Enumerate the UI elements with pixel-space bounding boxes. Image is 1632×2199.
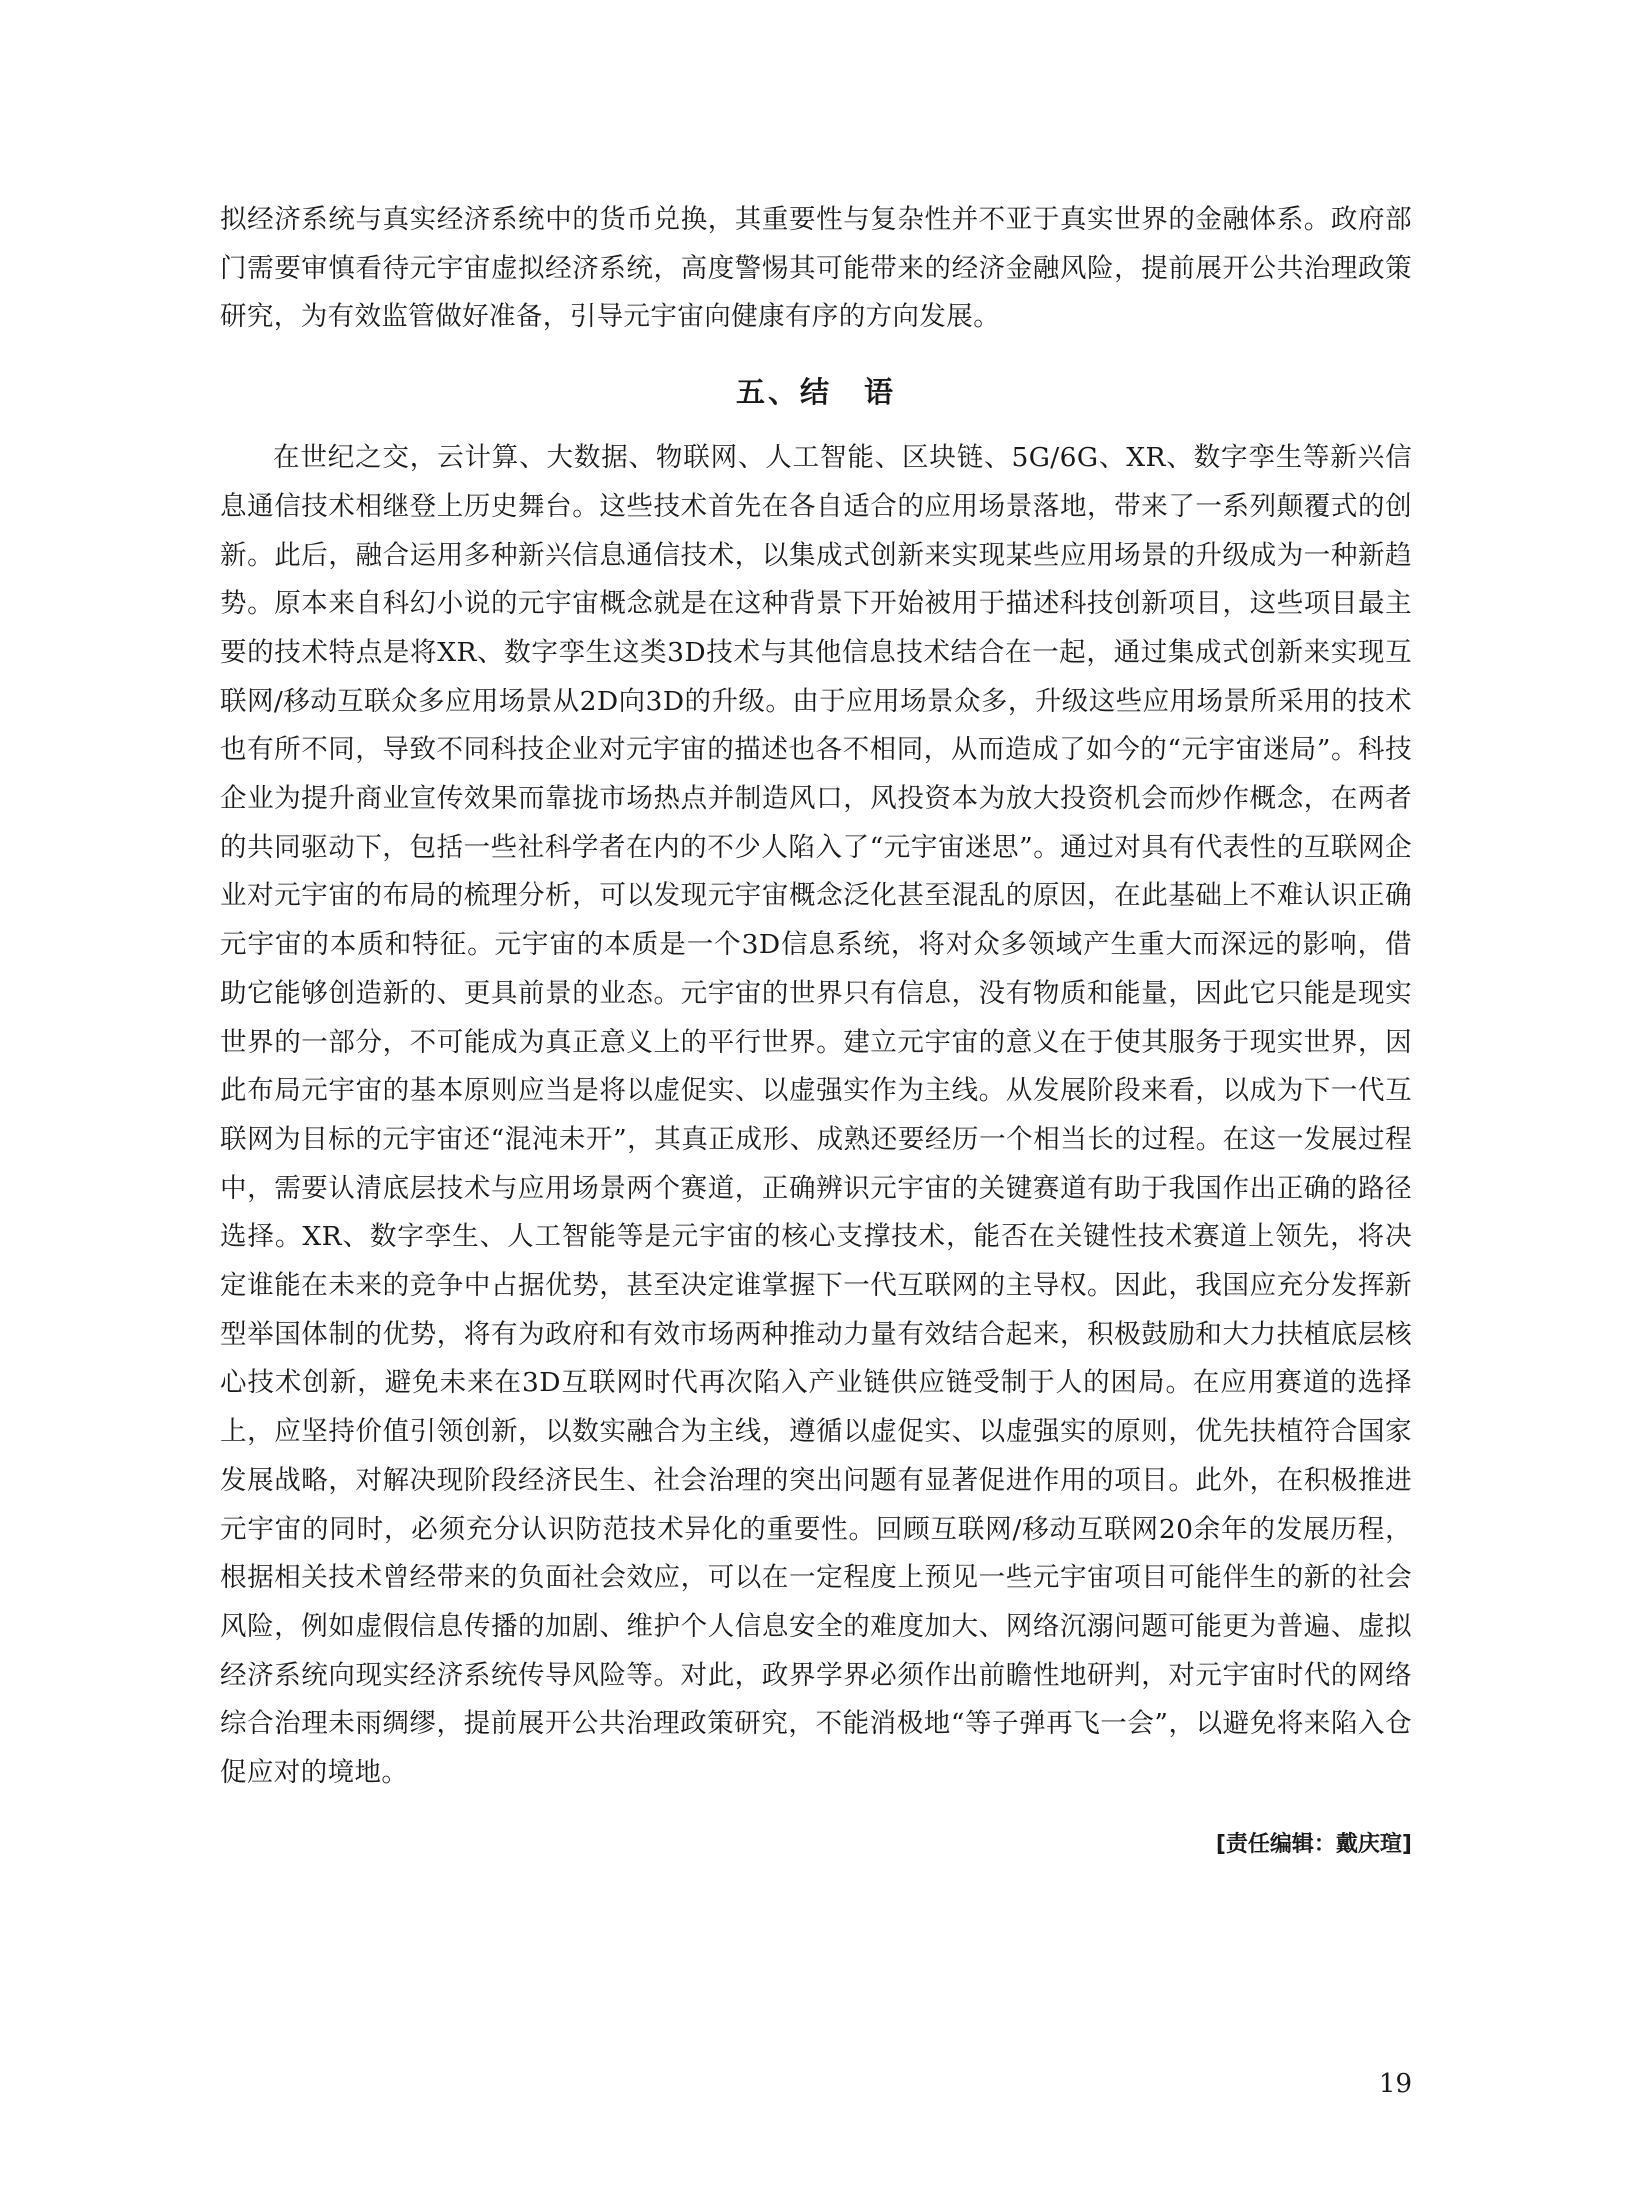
article-body [220, 196, 1412, 1862]
page-number: 19 [1378, 2069, 1412, 2099]
continuation-paragraph: 拟经济系统与真实经济系统中的货币兑换，其重要性与复杂性并不亚于真实世界的金融体系。政府部门需要审慎看待元宇宙虚拟经济系统，高度警惕其可能带来的经济金融风险，提前展开公共治理政策研究，为有效监管做好准备，引导元宇宙向健康有序的方向发展。 [220, 204, 1412, 333]
editor-note: [责任编辑：戴庆瑄] [1215, 1831, 1412, 1857]
conclusion-paragraph: 在世纪之交，云计算、大数据、物联网、人工智能、区块链、5G/6G、XR、数字孪生等新兴信息通信技术相继登上历史舞台。这些技术首先在各自适合的应用场景落地，带来了一系列颠覆式的创新。此后，融合运用多种新兴信息通信技术，以集成式创新来实现某些应用场景的升级成为一种新趋势。原本来自科幻小说的元宇宙概念就是在这种背景下开始被用于描述科技创新项目，这些项目最主要的技术特点是将XR、数字孪生这类3D技术与其他信息技术结合在一起，通过集成式创新来实现互联网/移动互联众多应用场景从2D向3D的升级。由于应用场景众多，升级这些应用场景所采用的技术也有所不同，导致不同科技企业对元宇宙的描述也各不相同，从而造成了如今的“元宇宙迷局”。科技企业为提升商业宣传效果而靠拢市场热点并制造风口，风投资本为放大投资机会而炒作概念，在两者的共同驱动下，包括一些社科学者在内的不少人陷入了“元宇宙迷思”。通过对具有代表性的互联网企业对元宇宙的布局的梳理分析，可以发现元宇宙概念泛化甚至混乱的原因，在此基础上不难认识正确元宇宙的本质和特征。元宇宙的本质是一个3D信息系统，将对众多领域产生重大而深远的影响，借助它能够创造新的、更具前景的业态。元宇宙的世界只有信息，没有物质和能量，因此它只能是现实世界的一部分，不可能成为真正意义上的平行世界。建立元宇宙的意义在于使其服务于现实世界，因此布局元宇宙的基本原则应当是将以虚促实、以虚强实作为主线。从发展阶段来看，以成为下一代互联网为目标的元宇宙还“混沌未开”，其真正成形、成熟还要经历一个相当长的过程。在这一发展过程中，需要认清底层技术与应用场景两个赛道，正确辨识元宇宙的关键赛道有助于我国作出正确的路径选择。XR、数字孪生、人工智能等是元宇宙的核心支撑技术，能否在关键性技术赛道上领先，将决定谁能在未来的竞争中占据优势，甚至决定谁掌握下一代互联网的主导权。因此，我国应充分发挥新型举国体制的优势，将有为政府和有效市场两种推动力量有效结合起来，积极鼓励和大力扶植底层核心技术创新，避免未来在3D互联网时代再次陷入产业链供应链受制于人的困局。在应用赛道的选择上，应坚持价值引领创新，以数实融合为主线，遵循以虚促实、以虚强实的原则，优先扶植符合国家发展战略，对解决现阶段经济民生、社会治理的突出问题有显著促进作用的项目。此外，在积极推进元宇宙的同时，必须充分认识防范技术异化的重要性。回顾互联网/移动互联网20余年的发展历程，根据相关技术曾经带来的负面社会效应，可以在一定程度上预见一些元宇宙项目可能伴生的新的社会风险，例如虚假信息传播的加剧、维护个人信息安全的难度加大、网络沉溺问题可能更为普遍、虚拟经济系统向现实经济系统传导风险等。对此，政界学界必须作出前瞻性地研判，对元宇宙时代的网络综合治理未雨绸缪，提前展开公共治理政策研究，不能消极地“等子弹再飞一会”，以避免将来陷入仓促应对的境地。 [220, 442, 1412, 1789]
section-heading: 五、结 语 [735, 375, 896, 410]
